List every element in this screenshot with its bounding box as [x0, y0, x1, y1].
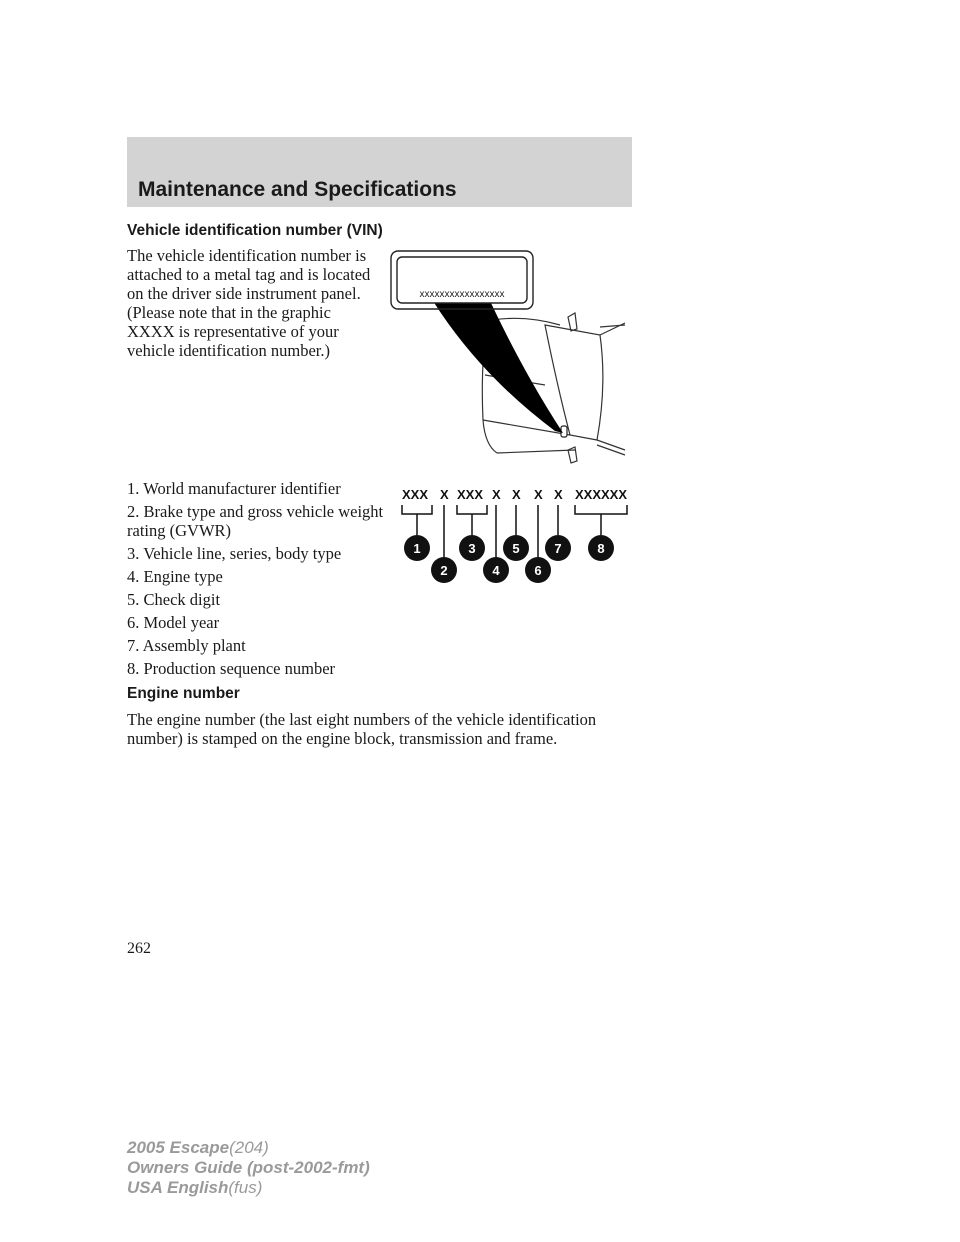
legend-item: 7. Assembly plant — [127, 636, 246, 655]
footer-language-code: (fus) — [228, 1178, 263, 1197]
vin-group-7: X — [554, 487, 563, 502]
callout-3: 3 — [468, 541, 476, 556]
legend-item: 3. Vehicle line, series, body type — [127, 544, 342, 563]
vin-group-5: X — [512, 487, 521, 502]
vin-heading: Vehicle identification number (VIN) — [127, 222, 383, 239]
engine-heading: Engine number — [127, 685, 240, 702]
vin-location-illustration — [385, 245, 630, 465]
footer-guide: Owners Guide (post-2002-fmt) — [127, 1158, 370, 1177]
document-footer — [127, 1138, 370, 1198]
legend-item: 1. World manufacturer identifier — [127, 479, 341, 498]
vin-code-diagram — [395, 478, 640, 588]
vin-paragraph: The vehicle identification number is attached to a metal tag and is located on the driver side instrument panel. (Please note that in the graphic XXXX is representative of your vehicle identification number.) — [127, 246, 371, 360]
footer-model-code: (204) — [229, 1138, 269, 1157]
vin-group-2: X — [440, 487, 449, 502]
page-title: Maintenance and Specifications — [138, 178, 457, 201]
callout-8: 8 — [597, 541, 605, 556]
vin-group-6: X — [534, 487, 543, 502]
page-number: 262 — [127, 940, 151, 957]
callout-7: 7 — [554, 541, 562, 556]
footer-language: USA English — [127, 1178, 229, 1197]
callout-4: 4 — [492, 563, 500, 578]
callout-2: 2 — [440, 563, 448, 578]
vin-group-8: XXXXXX — [575, 487, 628, 502]
callout-6: 6 — [534, 563, 542, 578]
engine-paragraph: The engine number (the last eight numbers of the vehicle identification number) is stamped on the engine block, transmission and frame. — [127, 710, 597, 748]
vin-legend-list — [127, 479, 387, 682]
callout-5: 5 — [512, 541, 520, 556]
vin-tag-text: xxxxxxxxxxxxxxxxx — [419, 289, 505, 300]
legend-item: 2. Brake type and gross vehicle weight rating (GVWR) — [127, 502, 384, 540]
legend-item: 5. Check digit — [127, 590, 221, 609]
legend-item: 6. Model year — [127, 613, 220, 632]
legend-item: 4. Engine type — [127, 567, 223, 586]
vin-group-4: X — [492, 487, 501, 502]
vin-group-3: XXX — [457, 487, 484, 502]
legend-item: 8. Production sequence number — [127, 659, 336, 678]
vin-group-1: XXX — [402, 487, 429, 502]
footer-model: 2005 Escape — [127, 1138, 230, 1157]
callout-1: 1 — [413, 541, 421, 556]
